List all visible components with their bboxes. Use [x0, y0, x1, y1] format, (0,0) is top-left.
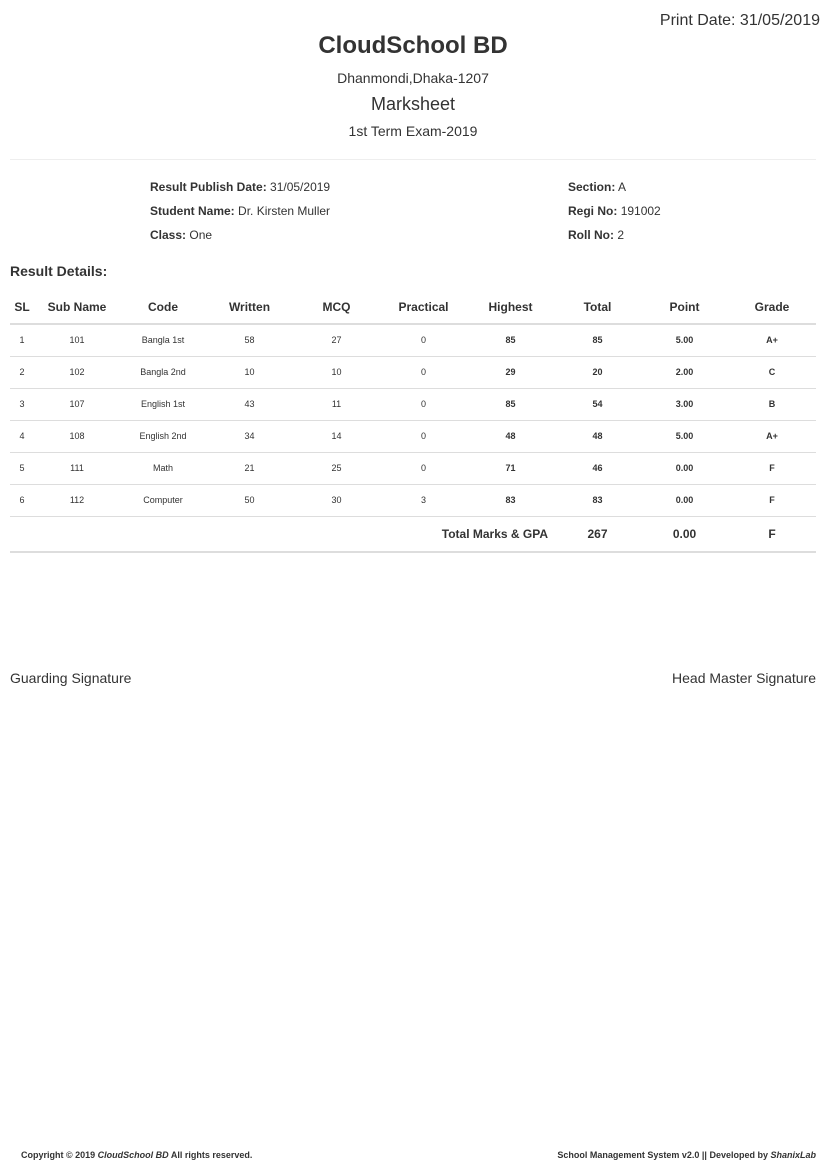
cell-total: 20	[554, 356, 641, 388]
student-info-right	[568, 180, 661, 252]
header-sl: SL	[10, 290, 34, 324]
cell-total: 46	[554, 452, 641, 484]
table-row	[10, 452, 816, 484]
header-code: Code	[120, 290, 206, 324]
cell-written: 10	[206, 356, 293, 388]
section-value: A	[618, 180, 627, 194]
cell-total: 48	[554, 420, 641, 452]
cell-highest: 48	[467, 420, 554, 452]
total-row	[10, 516, 816, 552]
cell-practical: 0	[380, 324, 467, 356]
school-address: Dhanmondi,Dhaka-1207	[337, 70, 489, 86]
cell-code: English 2nd	[120, 420, 206, 452]
regi-no-value: 191002	[620, 204, 661, 218]
cell-grade: A+	[728, 420, 816, 452]
section-label: Section:	[568, 180, 616, 194]
table-row	[10, 356, 816, 388]
header-written: Written	[206, 290, 293, 324]
table-row	[10, 324, 816, 356]
cell-sl: 2	[10, 356, 34, 388]
cell-grade: F	[728, 452, 816, 484]
cell-mcq: 30	[293, 484, 380, 516]
cell-mcq: 11	[293, 388, 380, 420]
cell-written: 50	[206, 484, 293, 516]
cell-sl: 3	[10, 388, 34, 420]
developer-name: ShanixLab	[770, 1150, 816, 1160]
cell-code: Math	[120, 452, 206, 484]
cell-written: 58	[206, 324, 293, 356]
cell-mcq: 10	[293, 356, 380, 388]
header-practical: Practical	[380, 290, 467, 324]
cell-highest: 71	[467, 452, 554, 484]
section-row	[568, 180, 661, 204]
marks-table	[10, 290, 816, 553]
cell-total: 85	[554, 324, 641, 356]
cell-point: 0.00	[641, 452, 728, 484]
cell-code: Computer	[120, 484, 206, 516]
student-name-row	[150, 204, 330, 228]
cell-point: 0.00	[641, 484, 728, 516]
cell-code: Bangla 2nd	[120, 356, 206, 388]
cell-practical: 3	[380, 484, 467, 516]
cell-practical: 0	[380, 452, 467, 484]
publish-date-label: Result Publish Date:	[150, 180, 267, 194]
cell-grade: A+	[728, 324, 816, 356]
cell-sub-name: 108	[34, 420, 120, 452]
cell-grade: C	[728, 356, 816, 388]
cell-sl: 1	[10, 324, 34, 356]
header-divider	[10, 159, 816, 160]
cell-mcq: 25	[293, 452, 380, 484]
cell-code: English 1st	[120, 388, 206, 420]
total-marks-gpa-label: Total Marks & GPA	[10, 516, 554, 552]
cell-sub-name: 102	[34, 356, 120, 388]
copyright-brand: CloudSchool BD	[97, 1150, 169, 1160]
cell-practical: 0	[380, 420, 467, 452]
cell-highest: 85	[467, 324, 554, 356]
cell-total: 54	[554, 388, 641, 420]
system-credit-text: School Management System v2.0 || Developed by	[557, 1150, 768, 1160]
cell-highest: 29	[467, 356, 554, 388]
cell-sl: 6	[10, 484, 34, 516]
cell-code: Bangla 1st	[120, 324, 206, 356]
cell-mcq: 27	[293, 324, 380, 356]
publish-date-row	[150, 180, 330, 204]
student-info-left	[150, 180, 330, 252]
student-name-label: Student Name:	[150, 204, 235, 218]
student-name-value: Dr. Kirsten Muller	[238, 204, 331, 218]
cell-point: 5.00	[641, 324, 728, 356]
cell-sub-name: 101	[34, 324, 120, 356]
regi-no-row	[568, 204, 661, 228]
header-grade: Grade	[728, 290, 816, 324]
document-title: Marksheet	[370, 94, 456, 114]
headmaster-signature-label: Head Master Signature	[672, 670, 816, 686]
cell-sl: 5	[10, 452, 34, 484]
header-total: Total	[554, 290, 641, 324]
roll-no-label: Roll No:	[568, 228, 614, 242]
header-point: Point	[641, 290, 728, 324]
print-date: Print Date: 31/05/2019	[659, 12, 820, 29]
table-row	[10, 420, 816, 452]
total-marks-value: 267	[554, 516, 641, 552]
gpa-value: 0.00	[641, 516, 728, 552]
cell-point: 3.00	[641, 388, 728, 420]
header-highest: Highest	[467, 290, 554, 324]
cell-highest: 83	[467, 484, 554, 516]
cell-practical: 0	[380, 388, 467, 420]
regi-no-label: Regi No:	[568, 204, 618, 218]
table-row	[10, 388, 816, 420]
cell-grade: B	[728, 388, 816, 420]
class-value: One	[189, 228, 213, 242]
footer-system-credit	[557, 1150, 816, 1160]
table-header-row	[10, 290, 816, 324]
cell-highest: 85	[467, 388, 554, 420]
guardian-signature-label: Guarding Signature	[10, 670, 132, 686]
cell-mcq: 14	[293, 420, 380, 452]
result-details-heading: Result Details:	[10, 263, 108, 279]
roll-no-row	[568, 228, 661, 252]
class-row	[150, 228, 330, 252]
roll-no-value: 2	[617, 228, 625, 242]
cell-sl: 4	[10, 420, 34, 452]
cell-point: 2.00	[641, 356, 728, 388]
cell-sub-name: 107	[34, 388, 120, 420]
exam-name: 1st Term Exam-2019	[348, 123, 478, 139]
cell-sub-name: 111	[34, 452, 120, 484]
class-label: Class:	[150, 228, 187, 242]
copyright-prefix: Copyright © 2019	[21, 1150, 96, 1160]
school-name: CloudSchool BD	[318, 32, 508, 59]
publish-date-value: 31/05/2019	[270, 180, 331, 194]
header-mcq: MCQ	[293, 290, 380, 324]
cell-point: 5.00	[641, 420, 728, 452]
footer-copyright	[21, 1150, 252, 1160]
cell-sub-name: 112	[34, 484, 120, 516]
table-row	[10, 484, 816, 516]
cell-practical: 0	[380, 356, 467, 388]
cell-written: 34	[206, 420, 293, 452]
cell-grade: F	[728, 484, 816, 516]
cell-total: 83	[554, 484, 641, 516]
header-sub-name: Sub Name	[34, 290, 120, 324]
cell-written: 43	[206, 388, 293, 420]
final-grade-value: F	[728, 516, 816, 552]
document-header	[0, 30, 826, 140]
copyright-suffix: All rights reserved.	[170, 1150, 253, 1160]
cell-written: 21	[206, 452, 293, 484]
